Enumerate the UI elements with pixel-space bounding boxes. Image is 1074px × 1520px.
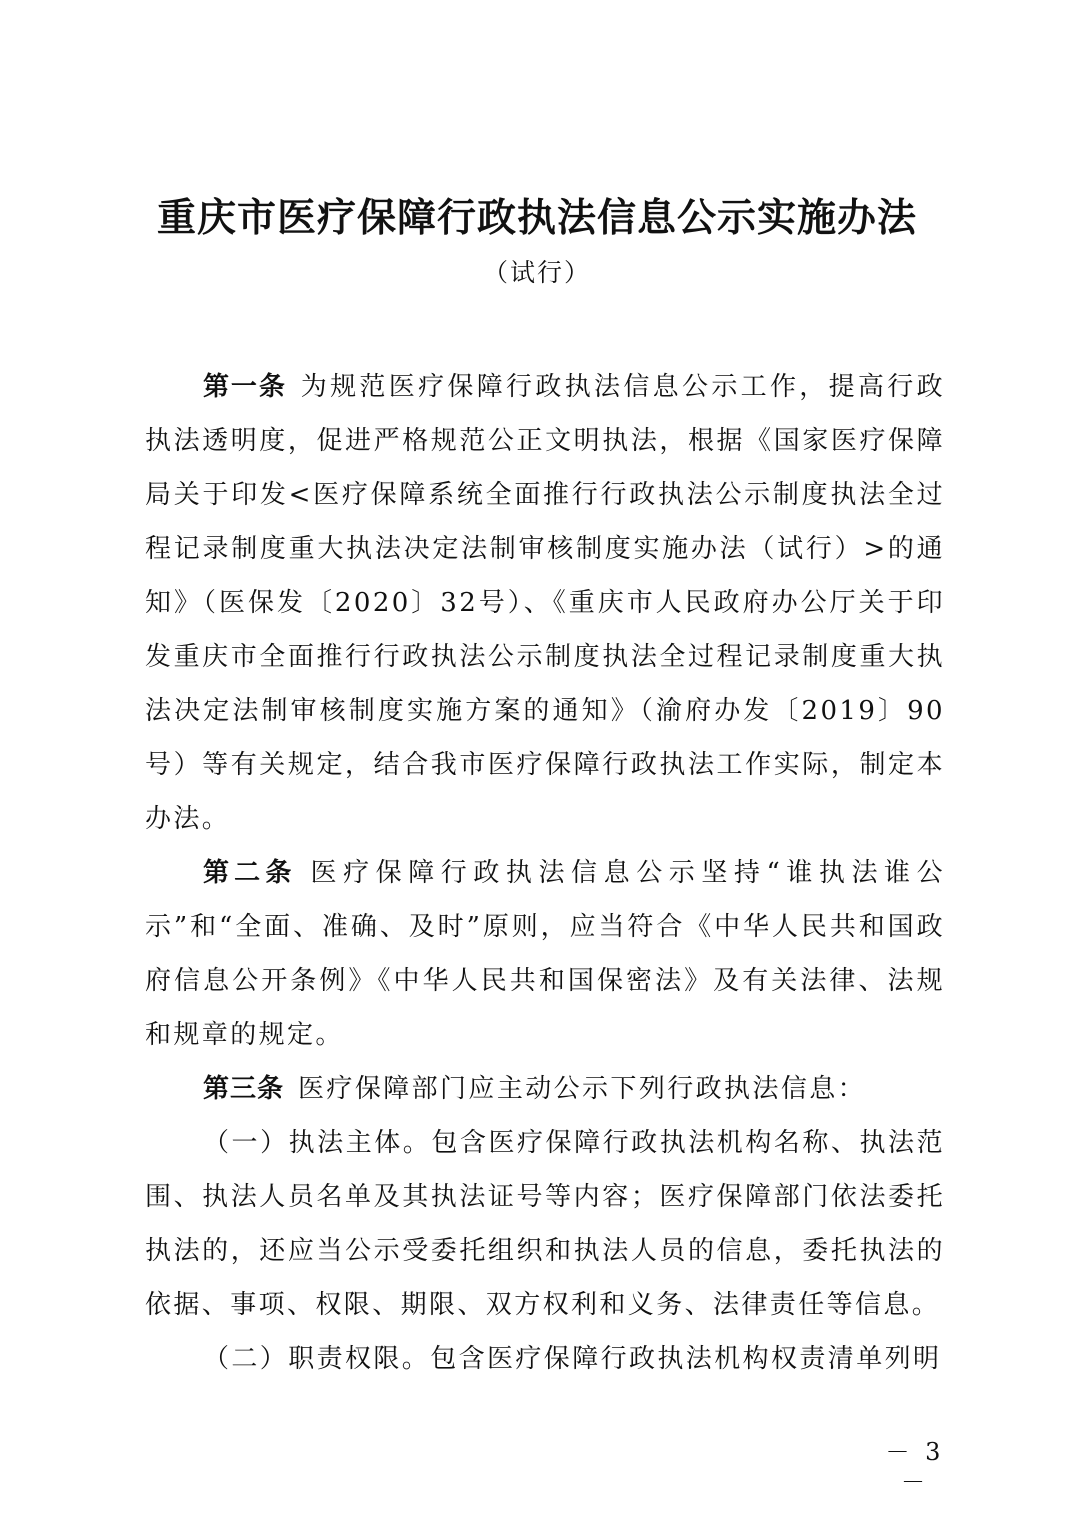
list-item-1: （一）执法主体。包含医疗保障行政执法机构名称、执法范围、执法人员名单及其执法证号等内容；医疗保障部门依法委托执法的，还应当公示受委托组织和执法人员的信息，委托执法的依据、事项、权限、期限、双方权利和义务、法律责任等信息。 <box>145 1128 945 1320</box>
page-number: － 3 － <box>885 1438 945 1496</box>
article-text: 为规范医疗保障行政执法信息公示工作，提高行政执法透明度，促进严格规范公正文明执法，根据《国家医疗保障局关于印发<医疗保障系统全面推行行政执法公示制度执法全过程记录制度重大执法决定法制审核制度实施办法（试行）>的通知》（医保发〔2020〕32号）、《重庆市人民政府办公厅关于印发重庆市全面推行行政执法公示制度执法全过程记录制度重大执法决定法制审核制度实施方案的通知》（渝府办发〔2019〕90号）等有关规定，结合我市医疗保障行政执法工作实际，制定本办法。 <box>145 372 945 834</box>
article-label: 第一条 <box>203 372 287 402</box>
article-text: 医疗保障行政执法信息公示坚持“谁执法谁公示”和“全面、准确、及时”原则，应当符合《中华人民共和国政府信息公开条例》《中华人民共和国保密法》及有关法律、法规和规章的规定。 <box>145 858 945 1050</box>
article-2 <box>145 846 945 1062</box>
document-subtitle: （试行） <box>482 258 591 287</box>
article-text: 医疗保障部门应主动公示下列行政执法信息： <box>298 1074 867 1104</box>
article-1 <box>145 360 945 846</box>
document-body <box>145 360 945 1386</box>
article-3 <box>145 1062 945 1116</box>
article-label: 第二条 <box>203 858 297 888</box>
article-label: 第三条 <box>203 1074 285 1104</box>
document-title: 重庆市医疗保障行政执法信息公示实施办法 <box>156 195 917 241</box>
list-item-2: （二）职责权限。包含医疗保障行政执法机构权责清单列明 <box>203 1344 942 1374</box>
